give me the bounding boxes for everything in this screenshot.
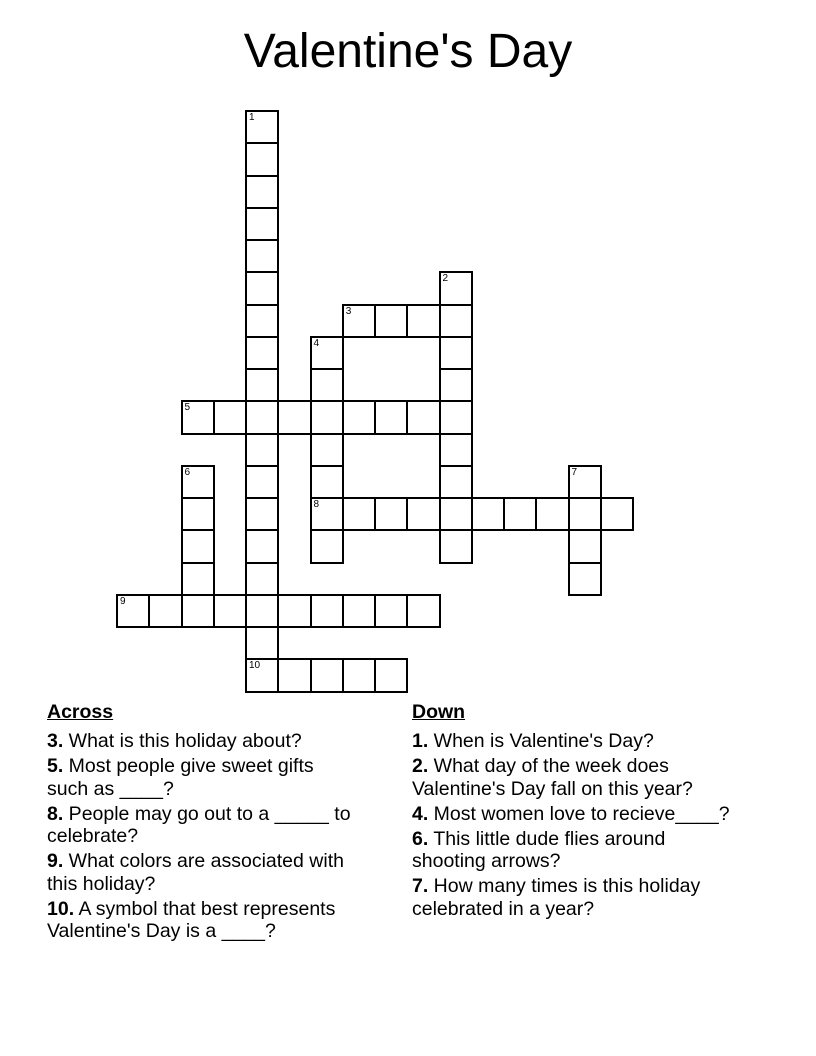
grid-cell[interactable] [568, 562, 602, 596]
clue-item [47, 850, 355, 895]
clue-item-text: A symbol that best represents Valentine's Day is a ____? [47, 897, 336, 942]
grid-cell[interactable] [439, 304, 473, 338]
page-title: Valentine's Day [243, 25, 573, 78]
grid-cell[interactable] [342, 594, 376, 628]
grid-cell[interactable] [374, 594, 408, 628]
grid-cell[interactable] [439, 497, 473, 531]
grid-cell[interactable] [374, 400, 408, 434]
grid-cell[interactable] [406, 400, 440, 434]
grid-cell[interactable] [116, 594, 150, 628]
clue-item-number: 7. [412, 875, 429, 897]
grid-cell[interactable] [181, 497, 215, 531]
grid-cell[interactable] [600, 497, 634, 531]
grid-cell[interactable] [245, 175, 279, 209]
grid-cell[interactable] [439, 368, 473, 402]
grid-cell[interactable] [148, 594, 182, 628]
grid-cell[interactable] [568, 497, 602, 531]
clue-item-number: 10. [47, 897, 75, 920]
clue-item-text: When is Valentine's Day? [428, 730, 654, 752]
clue-number: 10 [249, 660, 261, 672]
grid-cell[interactable] [471, 497, 505, 531]
clue-item [47, 898, 355, 943]
clue-item-text: Most people give sweet gifts such as ____? [47, 755, 314, 800]
grid-cell[interactable] [245, 594, 279, 628]
grid-cell[interactable] [277, 400, 311, 434]
grid-cell[interactable] [213, 594, 247, 628]
grid-cell[interactable] [439, 400, 473, 434]
grid-cell[interactable] [310, 368, 344, 402]
grid-cell[interactable] [310, 594, 344, 628]
clue-item-text: How many times is this holiday celebrated in a year? [412, 875, 701, 920]
clue-item-text: What day of the week does Valentine's Day fall on this year? [412, 755, 693, 800]
across-clue-list [47, 730, 355, 943]
grid-cell[interactable] [245, 562, 279, 596]
clue-item [47, 730, 355, 753]
grid-cell[interactable] [310, 465, 344, 499]
grid-cell[interactable] [310, 658, 344, 692]
grid-cell[interactable] [503, 497, 537, 531]
clue-number: 1 [249, 112, 255, 123]
clue-item-number: 5. [47, 755, 64, 777]
grid-cell[interactable] [310, 400, 344, 434]
clues-down-section [412, 701, 730, 923]
grid-cell[interactable] [181, 562, 215, 596]
grid-cell[interactable] [181, 465, 215, 499]
grid-cell[interactable] [342, 497, 376, 531]
grid-cell[interactable] [277, 594, 311, 628]
grid-cell[interactable] [568, 529, 602, 563]
grid-cell[interactable] [310, 497, 344, 531]
grid-cell[interactable] [245, 529, 279, 563]
clue-item-text: People may go out to a _____ to celebrate? [47, 802, 351, 847]
clue-number: 5 [184, 402, 191, 414]
across-heading: Across [47, 701, 114, 723]
clue-number: 7 [571, 466, 578, 478]
grid-cell[interactable] [342, 400, 376, 434]
grid-cell[interactable] [245, 110, 279, 144]
grid-cell[interactable] [245, 271, 279, 305]
clue-number: 6 [184, 466, 191, 478]
grid-cell[interactable] [245, 658, 279, 692]
grid-cell[interactable] [245, 304, 279, 338]
grid-cell[interactable] [568, 465, 602, 499]
down-clue-list [412, 730, 730, 920]
clue-item [47, 755, 355, 800]
grid-cell[interactable] [342, 304, 376, 338]
grid-cell[interactable] [245, 239, 279, 273]
grid-cell[interactable] [245, 207, 279, 241]
grid-cell[interactable] [374, 497, 408, 531]
grid-cell[interactable] [245, 626, 279, 660]
clue-number: 3 [345, 305, 352, 317]
grid-cell[interactable] [245, 497, 279, 531]
clue-item-text: Most women love to recieve____? [428, 802, 730, 825]
grid-cell[interactable] [310, 336, 344, 370]
clue-item-text: This little dude flies around shooting arrows? [412, 827, 666, 872]
grid-cell[interactable] [181, 594, 215, 628]
clue-number: 8 [313, 499, 320, 510]
grid-cell[interactable] [406, 304, 440, 338]
grid-cell[interactable] [439, 465, 473, 499]
clue-item [412, 730, 730, 753]
clue-item-text: What is this holiday about? [63, 730, 302, 752]
clue-item-text: What colors are associated with this holiday? [47, 850, 344, 895]
clue-item-number: 8. [47, 802, 64, 825]
grid-cell[interactable] [535, 497, 569, 531]
grid-cell[interactable] [245, 368, 279, 402]
grid-cell[interactable] [439, 271, 473, 305]
clue-item-number: 9. [47, 850, 64, 872]
clue-number: 9 [120, 595, 126, 607]
grid-cell[interactable] [374, 304, 408, 338]
grid-cell[interactable] [439, 433, 473, 467]
clue-number: 4 [313, 337, 320, 349]
grid-cell[interactable] [439, 336, 473, 370]
clue-item [412, 875, 730, 920]
clue-item-number: 4. [412, 802, 429, 825]
grid-cell[interactable] [213, 400, 247, 434]
clues-across-section [47, 701, 355, 945]
clue-item [47, 803, 355, 848]
grid-cell[interactable] [310, 433, 344, 467]
grid-cell[interactable] [245, 465, 279, 499]
clue-item-number: 2. [412, 755, 429, 777]
clue-number: 2 [442, 273, 449, 285]
clue-item [412, 828, 730, 873]
grid-cell[interactable] [245, 336, 279, 370]
grid-cell[interactable] [342, 658, 376, 692]
clue-item [412, 803, 730, 826]
grid-cell[interactable] [406, 594, 440, 628]
clue-item [412, 755, 730, 800]
grid-cell[interactable] [181, 400, 215, 434]
grid-cell[interactable] [310, 529, 344, 563]
clue-item-number: 1. [412, 730, 429, 752]
clue-item-number: 3. [47, 730, 64, 752]
grid-cell[interactable] [245, 433, 279, 467]
clue-item-number: 6. [412, 827, 429, 850]
grid-cell[interactable] [245, 400, 279, 434]
down-heading: Down [412, 701, 466, 723]
grid-cell[interactable] [406, 497, 440, 531]
grid-cell[interactable] [181, 529, 215, 563]
grid-cell[interactable] [245, 142, 279, 176]
grid-cell[interactable] [439, 529, 473, 563]
grid-cell[interactable] [277, 658, 311, 692]
grid-cell[interactable] [374, 658, 408, 692]
